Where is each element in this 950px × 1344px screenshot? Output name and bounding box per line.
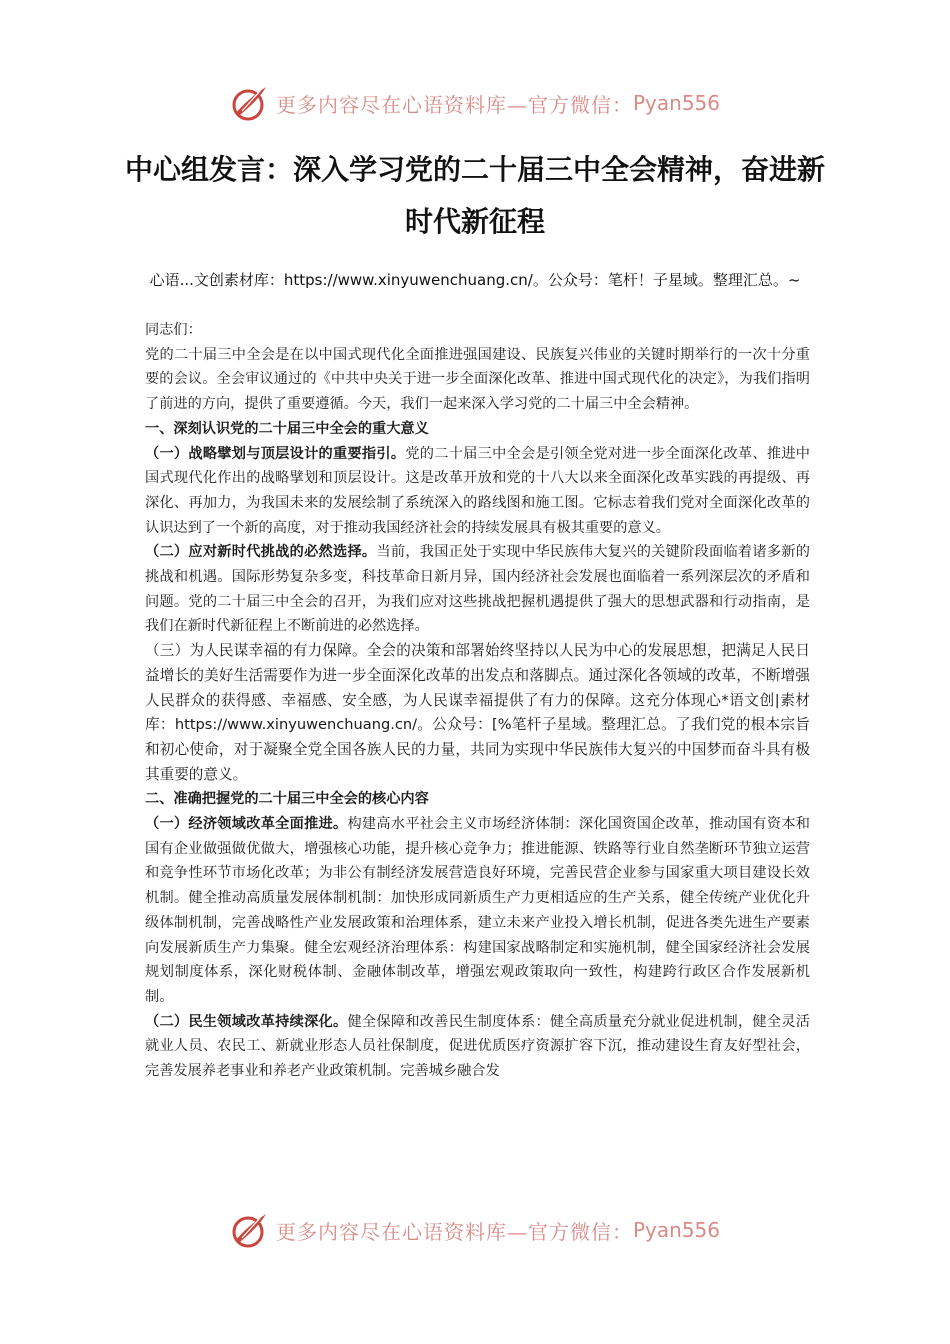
intro-paragraph: 党的二十届三中全会是在以中国式现代化全面推进强国建设、民族复兴伟业的关键时期举行的一次十分重要的会议。全会审议通过的《中共中央关于进一步全面深化改革、推进中国式现代化的决定》，为我们指明了前进的方向，提供了重要遵循。今天，我们一起来深入学习党的二十届三中全会精神。	[145, 346, 810, 413]
paragraph-lead: （一）战略擘划与顶层设计的重要指引。	[145, 445, 406, 462]
watermark-wechat-id: Pyan556	[632, 91, 720, 115]
watermark-text: 更多内容尽在心语资料库—官方微信：	[275, 92, 633, 117]
paragraph-lead: （二）应对新时代挑战的必然选择。	[145, 544, 377, 561]
feather-scroll-icon	[230, 1210, 270, 1250]
watermark-banner-top	[0, 78, 950, 128]
section-1-paragraph-2	[145, 540, 810, 639]
greeting: 同志们：	[145, 322, 202, 338]
section-2-paragraph-1	[145, 812, 810, 1010]
paragraph-body: 当前，我国正处于实现中华民族伟大复兴的关键阶段面临着诸多新的挑战和机遇。国际形势复杂多变，科技革命日新月异，国内经济社会发展也面临着一系列深层次的矛盾和问题。党的二十届三中全会的召开，为我们应对这些挑战把握机遇提供了强大的思想武器和行动指南，是我们在新时代新征程上不断前进的必然选择。	[145, 544, 810, 635]
section-2-paragraph-2	[145, 1010, 810, 1084]
watermark-wechat-id: Pyan556	[632, 1218, 720, 1242]
document-subtitle: 心语...文创素材库：https://www.xinyuwenchuang.cn/。公众号：笔杆！子星域。整理汇总。~	[149, 271, 801, 289]
watermark-banner-bottom	[0, 1205, 950, 1255]
paragraph-lead: （二）民生领域改革持续深化。	[145, 1013, 348, 1030]
section-1-paragraph-3: （三）为人民谋幸福的有力保障。全会的决策和部署始终坚持以人民为中心的发展思想，把满足人民日益增长的美好生活需要作为进一步全面深化改革的出发点和落脚点。通过深化各领域的改革，不断增强人民群众的获得感、幸福感、安全感，为人民谋幸福提供了有力的保障。这充分体现心*语文创|素材库：https://www.xinyuwenchuang.cn/。公众号：[%笔杆子星域。整理汇总。了我们党的根本宗旨和初心使命，对于凝聚全党全国各族人民的力量，共同为实现中华民族伟大复兴的中国梦而奋斗具有极其重要的意义。	[145, 642, 810, 783]
section-1-paragraph-1	[145, 442, 810, 541]
feather-scroll-icon	[230, 83, 270, 123]
section-2-heading: 二、准确把握党的二十届三中全会的核心内容	[145, 791, 429, 808]
document-body	[145, 318, 810, 1084]
paragraph-body: 党的二十届三中全会是引领全党对进一步全面深化改革、推进中国式现代化作出的战略擘划和顶层设计。这是改革开放和党的十八大以来全面深化改革实践的再提级、再深化、再加力，为我国未来的发展绘制了系统深入的路线图和施工图。它标志着我们党对全面深化改革的认识达到了一个新的高度，对于推动我国经济社会的持续发展具有极其重要的意义。	[145, 445, 810, 536]
section-1-heading: 一、深刻认识党的二十届三中全会的重大意义	[145, 420, 429, 437]
watermark-text: 更多内容尽在心语资料库—官方微信：	[275, 1219, 633, 1244]
document-title: 中心组发言：深入学习党的二十届三中全会精神，奋进新时代新征程	[124, 153, 825, 238]
paragraph-body: 构建高水平社会主义市场经济体制：深化国资国企改革，推动国有资本和国有企业做强做优做大，增强核心功能，提升核心竞争力；推进能源、铁路等行业自然垄断环节独立运营和竞争性环节市场化改革；为非公有制经济发展营造良好环境，完善民营企业参与国家重大项目建设长效机制。健全推动高质量发展体制机制：加快形成同新质生产力更相适应的生产关系，健全传统产业优化升级体制机制，完善战略性产业发展政策和治理体系，建立未来产业投入增长机制，促进各类先进生产要素向发展新质生产力集聚。健全宏观经济治理体系：构建国家战略制定和实施机制，健全国家经济社会发展规划制度体系，深化财税体制、金融体制改革，增强宏观政策取向一致性，构建跨行政区合作发展新机制。	[145, 816, 810, 1005]
paragraph-lead: （一）经济领域改革全面推进。	[145, 816, 348, 833]
paragraph-body: 健全保障和改善民生制度体系：健全高质量充分就业促进机制，健全灵活就业人员、农民工、新就业形态人员社保制度，促进优质医疗资源扩容下沉，推动建设生育友好型社会，完善发展养老事业和养老产业政策机制。完善城乡融合发	[145, 1013, 810, 1080]
